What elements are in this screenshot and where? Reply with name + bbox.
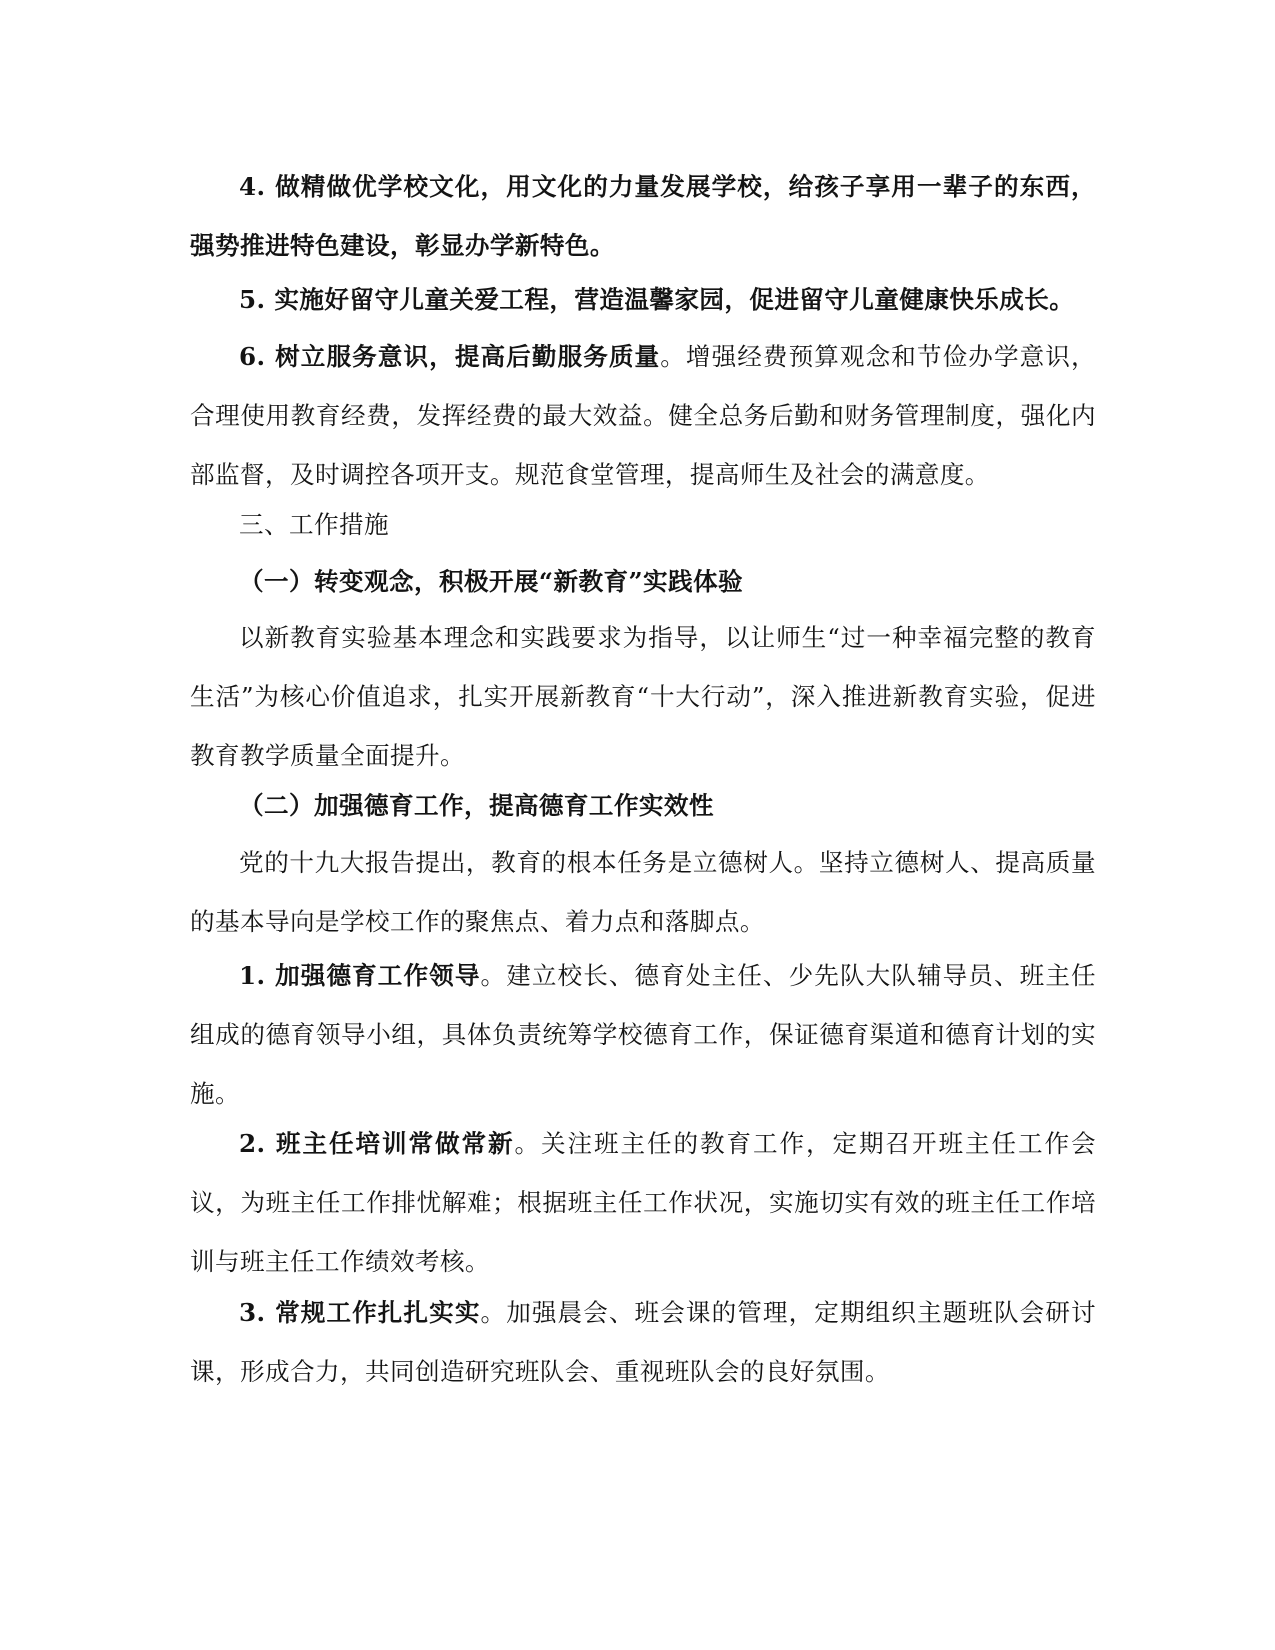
paragraph-body: 以新教育实验基本理念和实践要求为指导，以让师生“过一种幸福完整的教育生活”为核心价值追求，扎实开展新教育“十大行动”，深入推进新教育实验，促进教育教学质量全面提升。 [190,623,1096,770]
paragraph-body: 。增强经费预算观念和节俭办学意识，合理使用教育经费，发挥经费的最大效益。健全总务后勤和财务管理制度，强化内部监督，及时调控各项开支。规范食堂管理，提高师生及社会的满意度。 [190,342,1096,489]
paragraph-heading: 6. 树立服务意识，提高后勤服务质量 [239,342,661,371]
subsection-heading-moral-education [190,776,1096,835]
paragraph-heading: （二）加强德育工作，提高德育工作实效性 [239,791,714,820]
paragraph-left-behind-children [190,270,1096,329]
paragraph-body: 。建立校长、德育处主任、少先队大队辅导员、班主任组成的德育领导小组，具体负责统筹学校德育工作，保证德育渠道和德育计划的实施。 [190,961,1097,1108]
paragraph-heading: 2. 班主任培训常做常新 [239,1129,515,1158]
paragraph-body: 党的十九大报告提出，教育的根本任务是立德树人。坚持立德树人、提高质量的基本导向是学校工作的聚焦点、着力点和落脚点。 [190,848,1096,936]
paragraph-heading: 3. 常规工作扎扎实实 [239,1298,481,1327]
paragraph-logistics-service [190,327,1096,504]
paragraph-body: 三、工作措施 [239,510,389,539]
paragraph-heading: 5. 实施好留守儿童关爱工程，营造温馨家园，促进留守儿童健康快乐成长。 [239,285,1075,314]
paragraph-routine-work [190,1283,1096,1401]
subsection-heading-new-education [190,552,1096,611]
paragraph-head-teacher-training [190,1114,1096,1291]
paragraph-moral-education [190,833,1096,951]
paragraph-heading: 4. 做精做优学校文化，用文化的力量发展学校，给孩子享用一辈子的东西，强势推进特色建设，彰显办学新特色。 [190,172,1096,260]
paragraph-body: 。关注班主任的教育工作，定期召开班主任工作会议，为班主任工作排忧解难；根据班主任工作状况，实施切实有效的班主任工作培训与班主任工作绩效考核。 [190,1129,1096,1276]
paragraph-moral-leadership [190,946,1096,1123]
paragraph-heading: 1. 加强德育工作领导 [239,961,481,990]
paragraph-new-education [190,608,1096,785]
section-heading-measures [190,495,1096,554]
paragraph-body: 。加强晨会、班会课的管理，定期组织主题班队会研讨课，形成合力，共同创造研究班队会、重视班队会的良好氛围。 [190,1298,1097,1386]
paragraph-heading: （一）转变观念，积极开展“新教育”实践体验 [239,567,743,596]
paragraph-culture [190,157,1096,275]
